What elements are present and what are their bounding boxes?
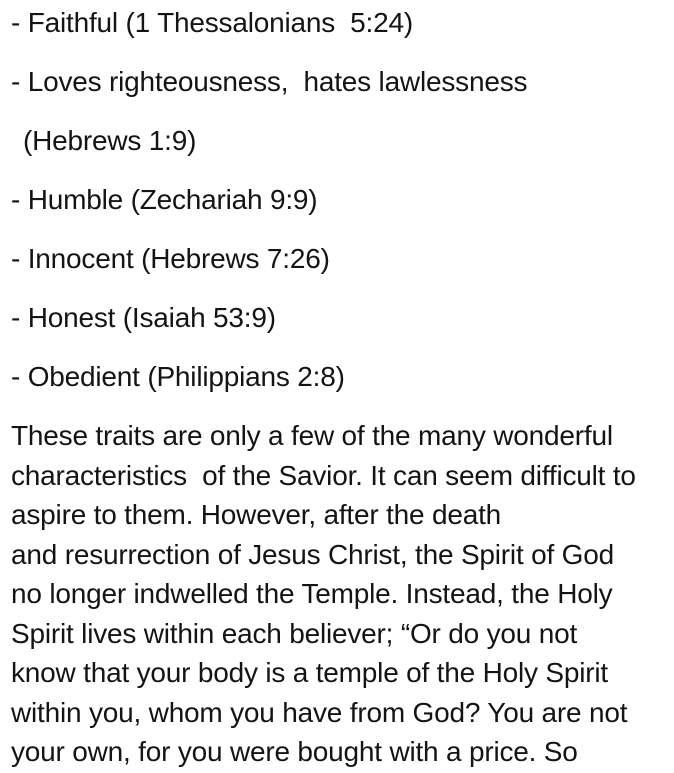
body-text-line: aspire to them. However, after the death (11, 499, 502, 530)
body-text-line: Spirit lives within each believer; “Or do you not (11, 617, 578, 649)
trait-item-honest: - Honest (Isaiah 53:9) (11, 302, 276, 333)
body-text-line: and resurrection of Jesus Christ, the Spirit of God (11, 538, 614, 570)
body-text-line: your own, for you were bought with a price. So (11, 736, 578, 767)
trait-item-loves-righteousness: - Loves righteousness, hates lawlessness (11, 66, 528, 97)
traits-list (11, 3, 670, 396)
trait-item-reference-continuation: (Hebrews 1:9) (23, 125, 197, 156)
trait-item-obedient: - Obedient (Philippians 2:8) (11, 361, 345, 392)
body-text-line: know that your body is a temple of the Holy Spirit (11, 657, 608, 688)
trait-item-humble: - Humble (Zechariah 9:9) (11, 184, 318, 215)
body-text-line: characteristics of the Savior. It can seem difficult to (11, 459, 636, 491)
body-text-line: within you, whom you have from God? You are not (11, 696, 628, 728)
trait-item-innocent: - Innocent (Hebrews 7:26) (11, 243, 330, 274)
body-paragraph (11, 416, 670, 772)
trait-item-faithful: - Faithful (1 Thessalonians 5:24) (11, 7, 414, 38)
body-text-line: no longer indwelled the Temple. Instead, the Holy (11, 578, 613, 609)
body-text-line: These traits are only a few of the many wonderful (11, 420, 613, 451)
